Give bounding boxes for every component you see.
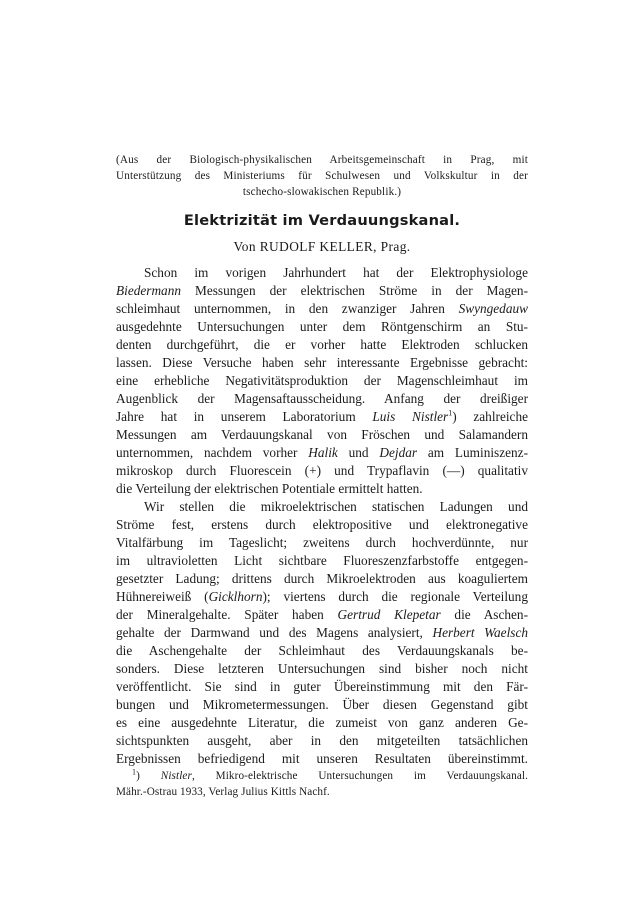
text-line: Ströme fest, erstens durch elektropositive und elektronegative xyxy=(116,517,528,532)
text-line: ausgedehnte Untersuchungen unter dem Röntgenschirm an Stu- xyxy=(116,319,528,334)
text-line: mikroskop durch Fluorescein (+) und Trypaflavin (—) qualitativ xyxy=(116,463,528,478)
text-line: die Aschengehalte der Schleimhaut des Verdauungskanals be- xyxy=(116,643,528,658)
text-line: im ultravioletten Licht sichtbare Fluoreszenzfarbstoffe entgegen- xyxy=(116,553,528,568)
text-line: Ergebnissen befriedigend mit unseren Resultaten übereinstimmt. xyxy=(116,751,528,766)
text-line: Jahre hat in unserem Laboratorium Luis Nistler$^1$) zahlreiche xyxy=(116,408,529,424)
text-line: Vitalfärbung im Tageslicht; zweitens durch hochverdünnte, nur xyxy=(116,535,528,550)
author-name: Halik xyxy=(308,445,338,460)
text-line: sonders. Diese letzteren Untersuchungen sind bisher noch nicht xyxy=(116,661,528,676)
author-name: Herbert Waelsch xyxy=(432,625,528,640)
text-line: schleimhaut unternommen, in den zwanziger Jahren Swyngedauw xyxy=(116,301,528,316)
text-line: Hühnereiweiß (Gicklhorn); viertens durch die regionale Verteilung xyxy=(116,589,528,604)
text-line: sichtspunkten ausgeht, aber in den mitgeteilten tatsächlichen xyxy=(116,733,528,748)
footnote-line: Mähr.-Ostrau 1933, Verlag Julius Kittls Nachf. xyxy=(116,786,330,798)
footnote-reference[interactable]: 1 xyxy=(448,408,453,418)
article-page xyxy=(116,152,528,800)
author-name: Dejdar xyxy=(379,445,418,460)
author-name: Gertrud Klepetar xyxy=(337,607,441,622)
text-line: veröffentlicht. Sie sind in guter Übereinstimmung mit den Fär- xyxy=(116,679,528,694)
text-line: die Verteilung der elektrischen Potentiale ermittelt hatten. xyxy=(116,481,423,496)
affiliation-line: tschecho-slowakischen Republik.) xyxy=(242,186,402,198)
text-line: eine erhebliche Negativitätsproduktion der Magenschleimhaut im xyxy=(116,373,528,388)
author-byline: Von RUDOLF KELLER, Prag. xyxy=(233,239,411,254)
affiliation-note xyxy=(116,152,528,200)
author-name: Gicklhorn xyxy=(208,589,263,604)
author-name: Biedermann xyxy=(116,283,181,298)
article-title: Elektrizität im Verdauungskanal. xyxy=(183,212,461,229)
article-body xyxy=(116,264,528,768)
text-line: der Mineralgehalte. Später haben Gertrud Klepetar die Aschen- xyxy=(116,607,528,622)
author-name: Swyngedauw xyxy=(458,301,528,316)
text-line: gehalte der Darmwand und des Magens analysiert, Herbert Waelsch xyxy=(116,625,528,640)
text-line: denten durchgeführt, die er vorher hatte Elektroden schlucken xyxy=(116,337,528,352)
text-line: Augenblick der Magensaftausscheidung. Anfang der dreißiger xyxy=(116,391,528,406)
text-line: es eine ausgedehnte Literatur, die zumeist von ganz anderen Ge- xyxy=(116,715,528,730)
affiliation-line: Unterstützung des Ministeriums für Schulwesen und Volkskultur in der xyxy=(116,170,528,182)
text-line: bungen und Mikrometermessungen. Über diesen Gegenstand gibt xyxy=(116,697,528,712)
text-line: Wir stellen die mikroelektrischen statischen Ladungen und xyxy=(144,499,528,514)
text-line: Schon im vorigen Jahrhundert hat der Elektrophysiologe xyxy=(144,265,528,280)
footnote-mark: 1 xyxy=(132,767,137,777)
footnote xyxy=(116,768,528,800)
author-name: Nistler xyxy=(160,770,192,782)
footnote-line: $^1$) Nistler, Mikro-elektrische Untersuchungen im Verdauungskanal. xyxy=(132,767,528,782)
affiliation-line: (Aus der Biologisch-physikalischen Arbeitsgemeinschaft in Prag, mit xyxy=(116,154,528,166)
author-name: Luis Nistler xyxy=(372,409,449,424)
text-line: unternommen, nachdem vorher Halik und Dejdar am Luminiszenz- xyxy=(116,445,528,460)
text-line: gesetzter Ladung; drittens durch Mikroelektroden aus koaguliertem xyxy=(116,571,528,586)
text-line: lassen. Diese Versuche haben sehr interessante Ergebnisse gebracht: xyxy=(116,355,528,370)
text-line: Messungen am Verdauungskanal von Fröschen und Salamandern xyxy=(116,427,528,442)
text-line: Biedermann Messungen der elektrischen Ströme in der Magen- xyxy=(116,283,528,298)
